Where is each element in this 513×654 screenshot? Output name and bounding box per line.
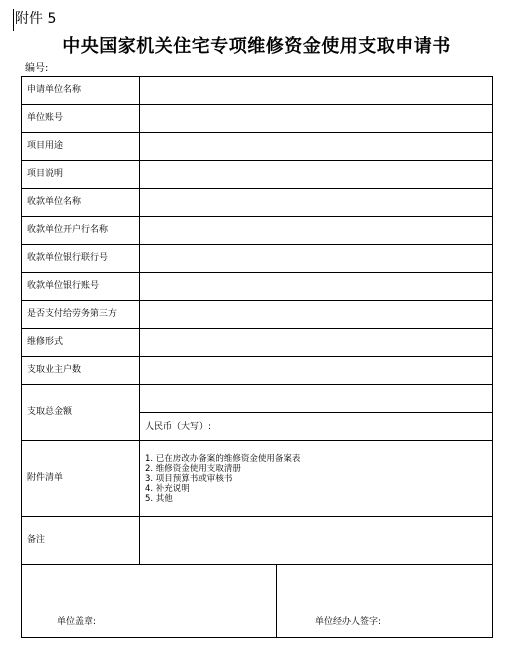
attachment-item: 2. 维修资金使用支取清册 — [145, 463, 241, 474]
form-row — [22, 517, 493, 565]
form-row — [22, 217, 493, 245]
form-row — [22, 77, 493, 105]
attachment-item: 3. 项目预算书或审核书 — [145, 473, 233, 484]
payee-bank-code-field[interactable] — [140, 245, 493, 273]
project-description-field[interactable] — [140, 161, 493, 189]
form-row — [22, 245, 493, 273]
form-row — [22, 161, 493, 189]
third-party-payment-label: 是否支付给劳务第三方 — [22, 301, 140, 329]
unit-account-label: 单位账号 — [22, 105, 140, 133]
payee-bank-account-field[interactable] — [140, 273, 493, 301]
applicant-unit-name-label: 申请单位名称 — [22, 77, 140, 105]
payee-bank-account-label: 收款单位银行账号 — [22, 273, 140, 301]
total-amount-field[interactable] — [140, 385, 493, 413]
remarks-label: 备注 — [22, 517, 140, 565]
handler-signature-area[interactable] — [277, 565, 493, 638]
third-party-payment-field[interactable] — [140, 301, 493, 329]
project-description-label: 项目说明 — [22, 161, 140, 189]
form-row — [22, 105, 493, 133]
project-purpose-field[interactable] — [140, 133, 493, 161]
repair-type-label: 维修形式 — [22, 329, 140, 357]
project-purpose-label: 项目用途 — [22, 133, 140, 161]
applicant-unit-name-field[interactable] — [140, 77, 493, 105]
repair-type-field[interactable] — [140, 329, 493, 357]
owner-households-label: 支取业主户数 — [22, 357, 140, 385]
unit-account-field[interactable] — [140, 105, 493, 133]
attachment-item: 4. 补充说明 — [145, 483, 190, 494]
payee-bank-code-label: 收款单位银行联行号 — [22, 245, 140, 273]
form-row — [22, 273, 493, 301]
rmb-uppercase-label: 人民币（大写）: — [145, 422, 212, 432]
signature-table — [21, 564, 493, 638]
payee-unit-name-field[interactable] — [140, 189, 493, 217]
form-row — [22, 329, 493, 357]
unit-seal-label: 单位盖章: — [57, 617, 97, 627]
text-cursor — [13, 9, 14, 31]
attachments-list — [140, 441, 493, 517]
handler-signature-label: 单位经办人签字: — [315, 617, 382, 627]
serial-number-label: 编号: — [25, 63, 49, 74]
attachment-number: 附件 5 — [15, 11, 57, 27]
form-row — [22, 441, 493, 517]
unit-seal-area[interactable] — [22, 565, 277, 638]
form-row — [22, 133, 493, 161]
page-title: 中央国家机关住宅专项维修资金使用支取申请书 — [62, 36, 451, 57]
form-row — [22, 189, 493, 217]
application-form-table — [21, 76, 493, 565]
form-row — [22, 385, 493, 413]
rmb-uppercase-field[interactable] — [140, 413, 493, 441]
remarks-field[interactable] — [140, 517, 493, 565]
form-row — [22, 301, 493, 329]
attachments-label: 附件清单 — [22, 441, 140, 517]
total-amount-label: 支取总金额 — [22, 385, 140, 441]
attachment-item: 1. 已在房改办备案的维修资金使用备案表 — [145, 453, 301, 464]
payee-bank-name-field[interactable] — [140, 217, 493, 245]
payee-bank-name-label: 收款单位开户行名称 — [22, 217, 140, 245]
owner-households-field[interactable] — [140, 357, 493, 385]
payee-unit-name-label: 收款单位名称 — [22, 189, 140, 217]
form-row — [22, 357, 493, 385]
attachment-item: 5. 其他 — [145, 493, 173, 504]
